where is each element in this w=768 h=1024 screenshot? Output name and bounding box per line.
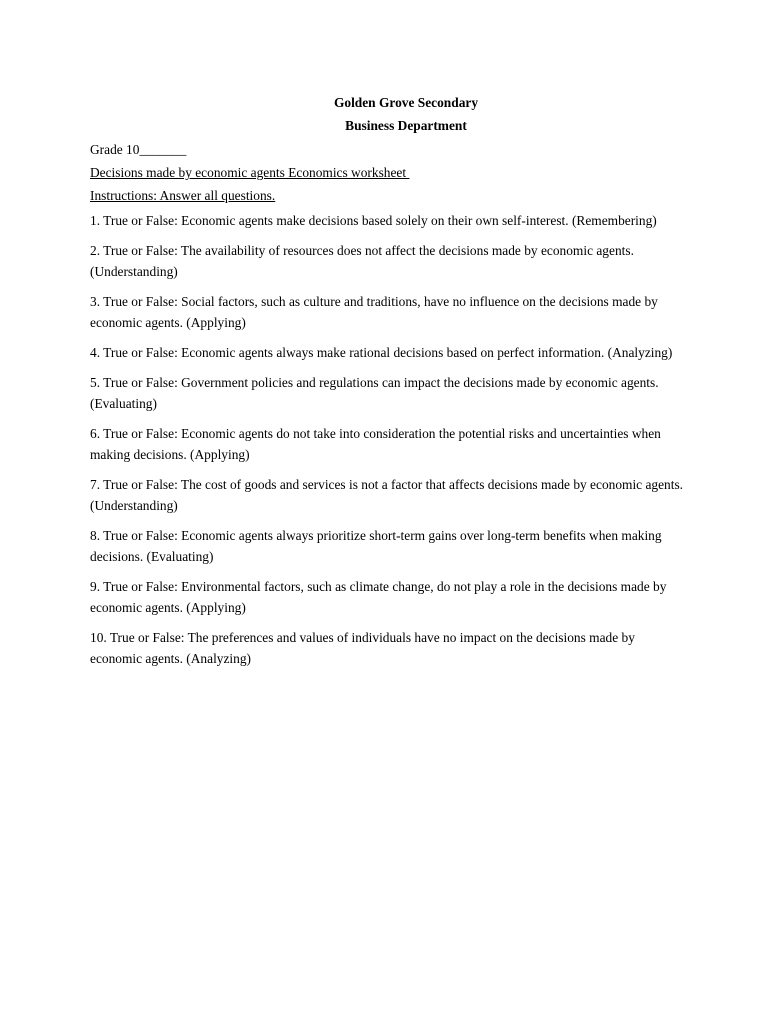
question-item: 1. True or False: Economic agents make decisions based solely on their own self-interest. (Remembering): [90, 213, 657, 228]
question-item: 2. True or False: The availability of resources does not affect the decisions made by economic agents. (Understanding): [90, 243, 634, 279]
question-list: [90, 210, 690, 669]
question-item: 5. True or False: Government policies and regulations can impact the decisions made by economic agents. (Evaluating): [90, 375, 659, 411]
question-item: 3. True or False: Social factors, such as culture and traditions, have no influence on the decisions made by economic agents. (Applying): [90, 294, 658, 330]
question-item: 8. True or False: Economic agents always prioritize short-term gains over long-term benefits when making decisions. (Evaluating): [90, 528, 662, 564]
grade-line: Grade 10_______: [90, 142, 187, 157]
school-title: Golden Grove Secondary: [333, 95, 479, 110]
instructions: Instructions: Answer all questions.: [90, 188, 276, 203]
question-item: 7. True or False: The cost of goods and services is not a factor that affects decisions made by economic agents. (Understanding): [90, 477, 684, 513]
worksheet-title: Decisions made by economic agents Economics worksheet: [90, 165, 410, 180]
question-item: 4. True or False: Economic agents always make rational decisions based on perfect information. (Analyzing): [90, 345, 673, 360]
department-title: Business Department: [345, 118, 467, 133]
question-item: 10. True or False: The preferences and values of individuals have no impact on the decisions made by economic agents. (Analyzing): [90, 630, 635, 666]
document-body: [90, 94, 690, 678]
question-item: 9. True or False: Environmental factors, such as climate change, do not play a role in the decisions made by economic agents. (Applying): [90, 579, 667, 615]
question-item: 6. True or False: Economic agents do not take into consideration the potential risks and uncertainties when making decisions. (Applying): [90, 426, 661, 462]
